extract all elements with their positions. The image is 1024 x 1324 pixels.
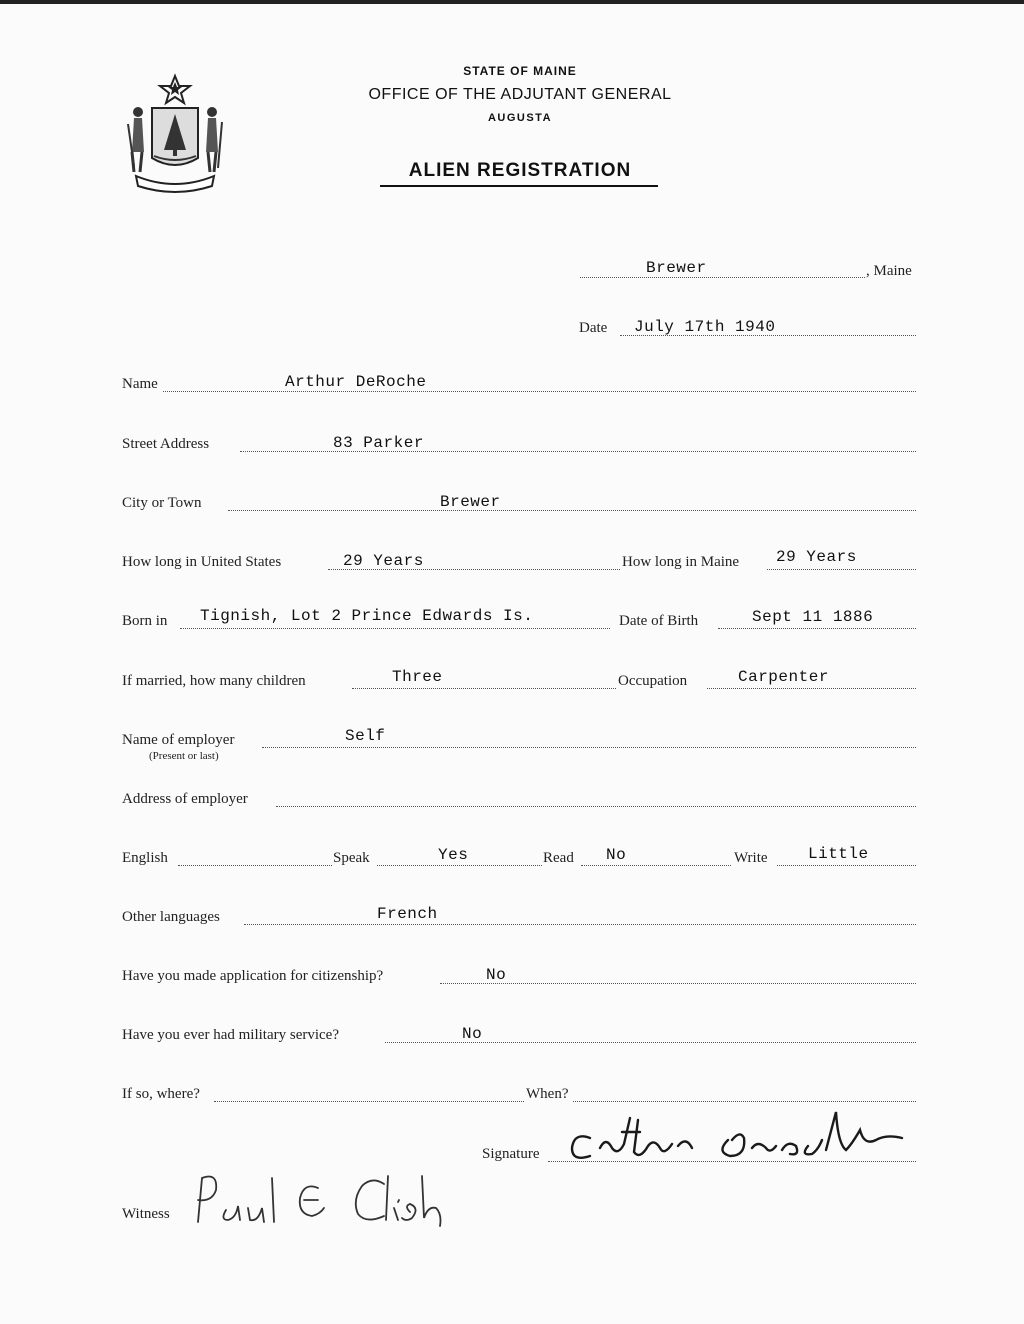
read-label: Read [543,850,574,866]
employer-label: Name of employer [122,732,235,748]
born-label: Born in [122,613,168,629]
street-value: 83 Parker [333,434,424,452]
street-label: Street Address [122,436,210,452]
place-state-label: , Maine [866,263,912,279]
when-label: When? [526,1086,569,1102]
employer-address-label: Address of employer [122,791,248,807]
english-label: English [122,850,168,866]
other-languages-line [244,924,916,925]
occupation-value: Carpenter [738,668,829,686]
date-label: Date [579,320,608,336]
witness-label: Witness [122,1206,170,1222]
where-line [214,1101,524,1102]
english-line [178,865,332,866]
us-years-value: 29 Years [343,552,424,570]
header-office: OFFICE OF THE ADJUTANT GENERAL [368,86,672,103]
witness-signature [188,1168,528,1232]
children-value: Three [392,668,443,686]
other-languages-value: French [377,905,438,923]
maine-years-label: How long in Maine [622,554,740,570]
write-value: Little [808,845,869,863]
name-value: Arthur DeRoche [285,373,427,391]
signature-label: Signature [482,1146,540,1162]
name-line [163,391,916,392]
speak-label: Speak [333,850,370,866]
employer-line [262,747,916,748]
citizenship-value: No [486,966,507,984]
scan-edge [0,0,1024,4]
other-languages-label: Other languages [122,909,220,925]
form-title: ALIEN REGISTRATION [408,160,632,181]
citizenship-label: Have you made application for citizenship? [122,968,384,984]
occupation-label: Occupation [618,673,688,689]
employer-value: Self [345,727,386,745]
where-label: If so, where? [122,1086,200,1102]
city-value: Brewer [440,493,501,511]
born-value: Tignish, Lot 2 Prince Edwards Is. [200,607,534,625]
military-value: No [462,1025,483,1043]
write-label: Write [734,850,768,866]
city-label: City or Town [122,495,202,511]
maine-years-value: 29 Years [776,548,857,566]
dob-label: Date of Birth [619,613,699,629]
read-value: No [606,846,627,864]
write-line [777,865,916,866]
title-underline [380,185,658,187]
place-town-value: Brewer [646,259,707,277]
speak-line [377,865,542,866]
maine-years-line [767,569,916,570]
speak-value: Yes [438,846,469,864]
header-state: STATE OF MAINE [463,64,577,78]
children-label: If married, how many children [122,673,306,689]
applicant-signature [560,1100,910,1170]
citizenship-line [440,983,916,984]
read-line [581,865,731,866]
name-label: Name [122,376,158,392]
born-line [180,628,610,629]
place-line [580,277,865,278]
city-line [228,510,916,511]
employer-sublabel: (Present or last) [149,750,219,762]
us-years-label: How long in United States [122,554,282,570]
dob-line [718,628,916,629]
header-city: AUGUSTA [487,112,553,124]
dob-value: Sept 11 1886 [752,608,874,626]
military-label: Have you ever had military service? [122,1027,339,1043]
date-value: July 17th 1940 [634,318,776,336]
occupation-line [707,688,916,689]
children-line [352,688,616,689]
employer-address-line [276,806,916,807]
